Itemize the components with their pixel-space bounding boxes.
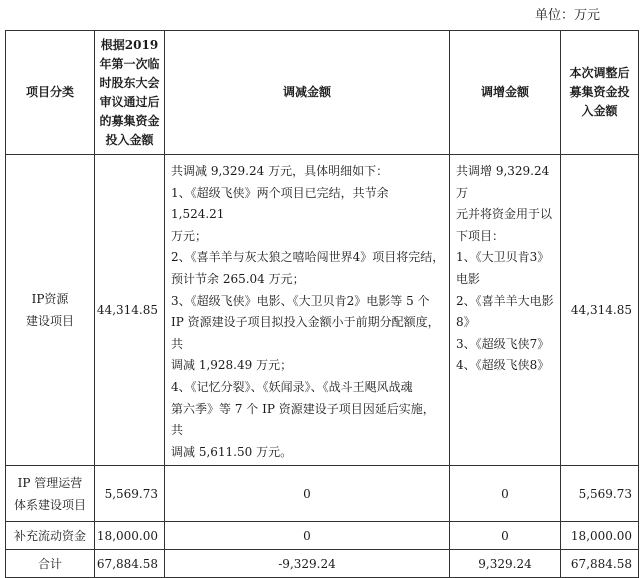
- increase-line: 3、《超级飞侠7》: [456, 336, 550, 351]
- header-row: [6, 31, 639, 155]
- category-cell: 补充流动资金: [6, 522, 95, 550]
- adjusted-amount-cell: 5,569.73: [561, 466, 639, 522]
- adjusted-amount-cell: 18,000.00: [561, 522, 639, 550]
- table-row-ip-management: [6, 466, 639, 522]
- table-row-total: [6, 550, 639, 578]
- increase-line: 电影: [456, 271, 481, 286]
- decrease-line: 共调减 9,329.24 万元，具体明细如下：: [171, 164, 389, 178]
- table-row-ip-resource: [6, 155, 639, 466]
- header-decrease-amount: 调减金额: [165, 31, 450, 155]
- original-amount-cell: 67,884.58: [95, 550, 165, 578]
- increase-amount-cell: 0: [450, 466, 561, 522]
- increase-amount-cell: 9,329.24: [450, 550, 561, 578]
- increase-line: 4、《超级飞侠8》: [456, 358, 550, 373]
- decrease-line: 3、《超级飞侠》电影、《大卫贝肯2》电影等 5 个: [171, 293, 430, 308]
- decrease-line: IP 资源建设子项目拟投入金额小于前期分配额度，共: [171, 315, 440, 351]
- original-amount-cell: 18,000.00: [95, 522, 165, 550]
- header-category: 项目分类: [6, 31, 95, 155]
- decrease-amount-cell: 0: [165, 522, 450, 550]
- decrease-amount-cell: 0: [165, 466, 450, 522]
- header-original-amount: 根据2019年第一次临时股东大会审议通过后的募集资金投入金额: [95, 31, 165, 155]
- increase-line: 共调增 9,329.24 万: [456, 164, 550, 200]
- increase-line: 元并将资金用于以: [456, 207, 553, 222]
- adjusted-amount-cell: 44,314.85: [561, 155, 639, 466]
- decrease-line: 调减 5,611.50 万元。: [171, 444, 293, 459]
- decrease-line: 1、《超级飞侠》两个项目已完结，共节余 1,524.21: [171, 185, 389, 222]
- decrease-line: 调减 1,928.49 万元；: [171, 358, 293, 373]
- original-amount-cell: 5,569.73: [95, 466, 165, 522]
- decrease-line: 4、《记忆分裂》、《妖闻录》、《战斗王飓风战魂: [171, 379, 413, 394]
- header-adjusted-amount: 本次调整后募集资金投入金额: [561, 31, 639, 155]
- increase-line: 1、《大卫贝肯3》: [456, 250, 550, 265]
- category-cell: IP资源 建设项目: [6, 155, 95, 466]
- decrease-line: 预计节余 265.04 万元；: [171, 271, 305, 286]
- unit-label: 单位：万元: [534, 8, 600, 23]
- decrease-line: 第六季》等 7 个 IP 资源建设子项目因延后实施，共: [171, 401, 435, 438]
- decrease-line: 万元；: [171, 228, 208, 243]
- original-amount-cell: 44,314.85: [95, 155, 165, 466]
- increase-amount-cell: 0: [450, 522, 561, 550]
- increase-line: 2、《喜羊羊大电影: [456, 293, 554, 308]
- decrease-amount-cell: -9,329.24: [165, 550, 450, 578]
- adjusted-amount-cell: 67,884.58: [561, 550, 639, 578]
- decrease-line: 2、《喜羊羊与灰太狼之嘻哈闯世界4》项目将完结，: [171, 250, 445, 265]
- increase-line: 8》: [456, 315, 476, 330]
- header-increase-amount: 调增金额: [450, 31, 561, 155]
- category-cell: IP 管理运营 体系建设项目: [6, 466, 95, 522]
- decrease-detail-cell: [165, 155, 450, 466]
- table-row-liquidity: [6, 522, 639, 550]
- increase-line: 下项目：: [456, 228, 505, 243]
- increase-detail-cell: [450, 155, 561, 466]
- category-cell: 合计: [6, 550, 95, 578]
- fund-adjustment-table: [5, 30, 639, 578]
